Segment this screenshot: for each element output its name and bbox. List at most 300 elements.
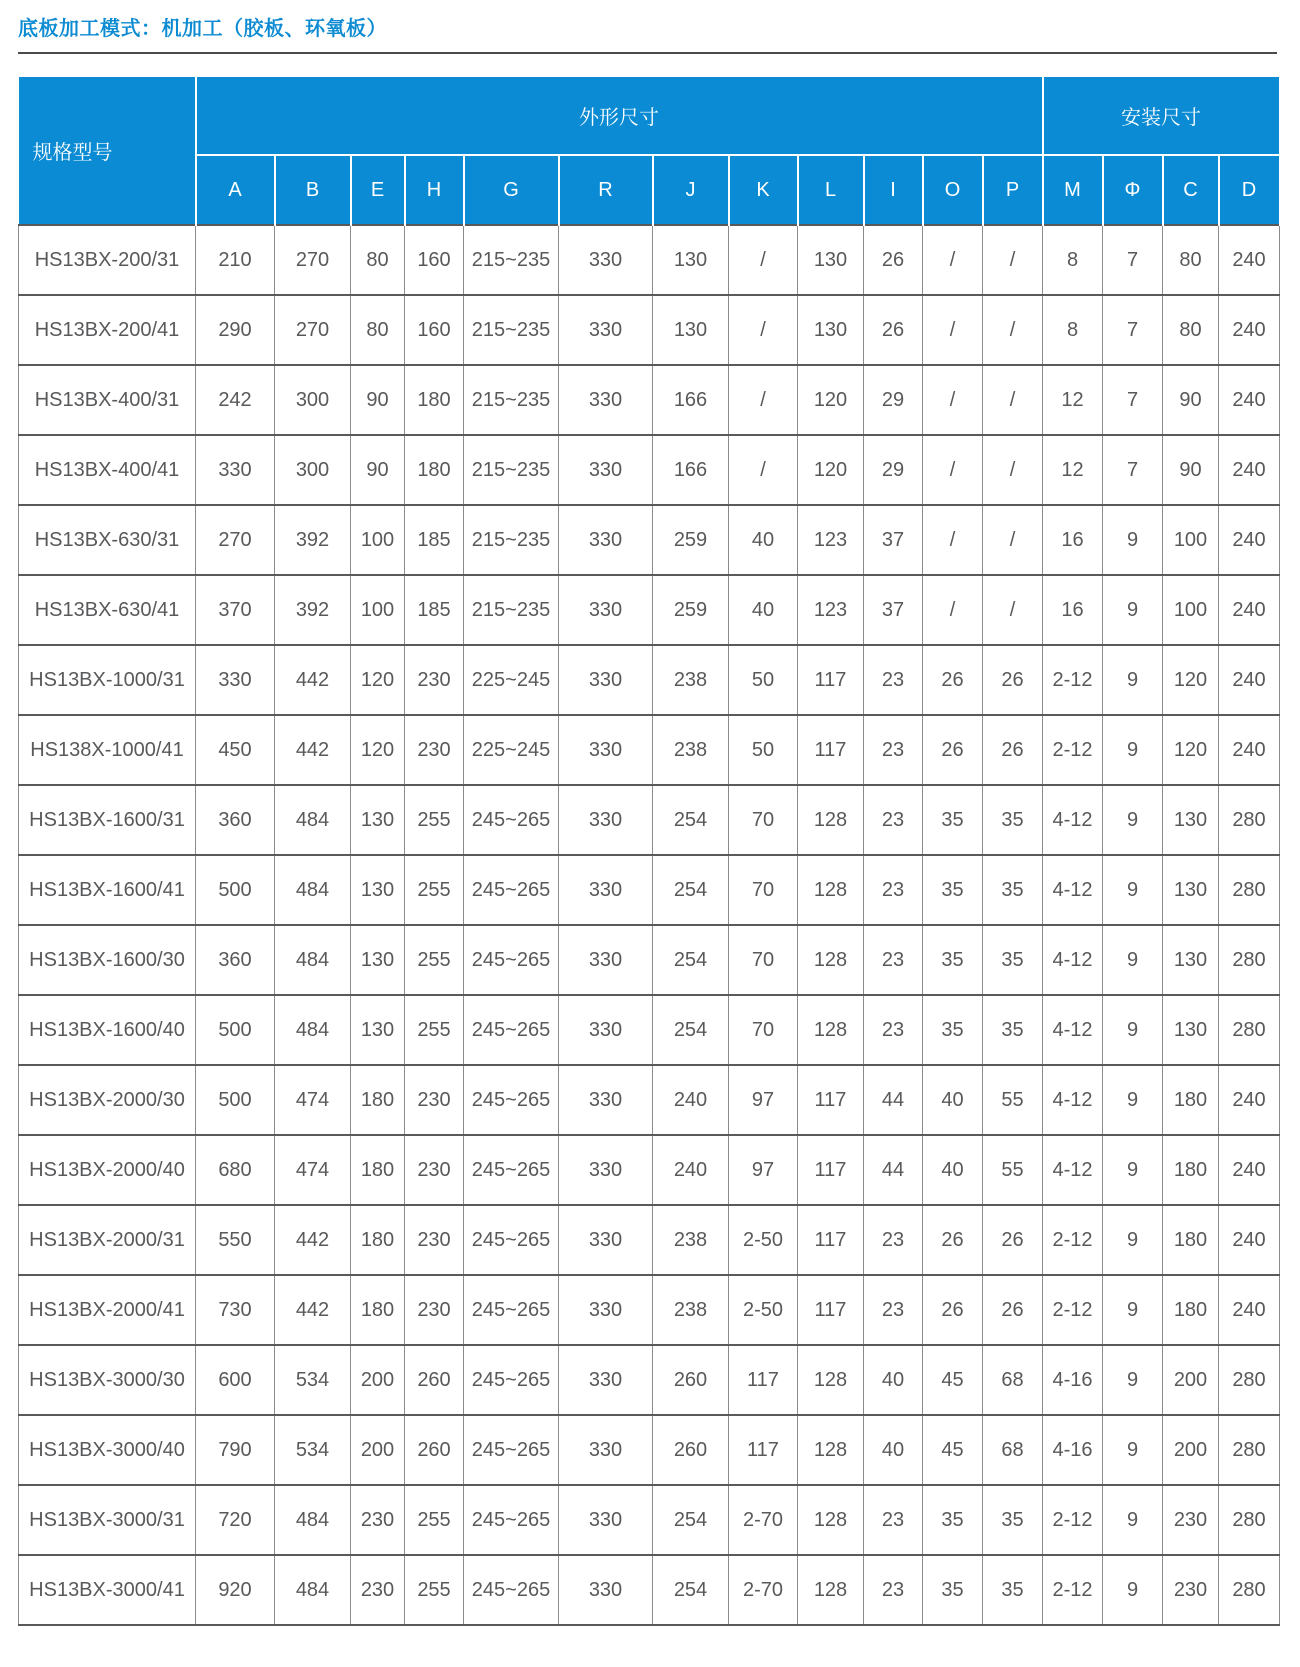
value-cell: 330: [559, 1135, 653, 1205]
value-cell: 500: [196, 1065, 275, 1135]
value-cell: 130: [351, 855, 405, 925]
value-cell: 26: [983, 1275, 1043, 1345]
value-cell: 117: [798, 715, 864, 785]
value-cell: 330: [559, 855, 653, 925]
value-cell: 500: [196, 855, 275, 925]
column-header-j: J: [653, 155, 729, 225]
value-cell: 70: [729, 925, 798, 995]
value-cell: 35: [983, 785, 1043, 855]
value-cell: 450: [196, 715, 275, 785]
value-cell: 484: [275, 995, 351, 1065]
value-cell: 26: [864, 295, 923, 365]
value-cell: /: [923, 575, 983, 645]
value-cell: 240: [1219, 575, 1280, 645]
value-cell: 4-12: [1043, 925, 1103, 995]
column-header-e: E: [351, 155, 405, 225]
value-cell: 442: [275, 1275, 351, 1345]
value-cell: /: [983, 505, 1043, 575]
value-cell: 2-12: [1043, 645, 1103, 715]
value-cell: 9: [1103, 505, 1163, 575]
value-cell: 100: [351, 575, 405, 645]
value-cell: /: [923, 225, 983, 295]
value-cell: 180: [1163, 1275, 1219, 1345]
model-cell: HS138X-1000/41: [19, 715, 196, 785]
value-cell: 255: [405, 855, 464, 925]
table-row: [19, 925, 1280, 995]
value-cell: 180: [405, 435, 464, 505]
value-cell: /: [729, 435, 798, 505]
value-cell: 35: [923, 925, 983, 995]
value-cell: 215~235: [464, 505, 559, 575]
value-cell: 300: [275, 365, 351, 435]
value-cell: 16: [1043, 505, 1103, 575]
value-cell: 130: [351, 925, 405, 995]
value-cell: 330: [196, 645, 275, 715]
value-cell: 4-12: [1043, 1135, 1103, 1205]
value-cell: 130: [1163, 785, 1219, 855]
model-cell: HS13BX-1600/41: [19, 855, 196, 925]
value-cell: 330: [559, 1275, 653, 1345]
value-cell: 117: [798, 1275, 864, 1345]
value-cell: 185: [405, 575, 464, 645]
value-cell: 23: [864, 1485, 923, 1555]
value-cell: 117: [798, 1205, 864, 1275]
value-cell: 23: [864, 1275, 923, 1345]
value-cell: 35: [983, 855, 1043, 925]
value-cell: 790: [196, 1415, 275, 1485]
model-cell: HS13BX-3000/30: [19, 1345, 196, 1415]
value-cell: 330: [559, 365, 653, 435]
value-cell: 9: [1103, 855, 1163, 925]
value-cell: 280: [1219, 1415, 1280, 1485]
value-cell: 55: [983, 1135, 1043, 1205]
value-cell: 180: [1163, 1065, 1219, 1135]
column-header-b: B: [275, 155, 351, 225]
value-cell: 330: [559, 1205, 653, 1275]
value-cell: 920: [196, 1555, 275, 1625]
value-cell: 4-12: [1043, 785, 1103, 855]
value-cell: 230: [405, 1135, 464, 1205]
value-cell: 26: [923, 1275, 983, 1345]
model-cell: HS13BX-3000/31: [19, 1485, 196, 1555]
value-cell: 50: [729, 645, 798, 715]
table-row: [19, 505, 1280, 575]
value-cell: 2-12: [1043, 1485, 1103, 1555]
value-cell: 120: [351, 715, 405, 785]
value-cell: 200: [351, 1415, 405, 1485]
value-cell: 37: [864, 505, 923, 575]
value-cell: /: [983, 435, 1043, 505]
value-cell: 26: [923, 645, 983, 715]
value-cell: 230: [405, 645, 464, 715]
value-cell: 26: [864, 225, 923, 295]
value-cell: 2-70: [729, 1555, 798, 1625]
value-cell: 70: [729, 785, 798, 855]
value-cell: 117: [729, 1415, 798, 1485]
value-cell: 35: [923, 995, 983, 1065]
value-cell: 730: [196, 1275, 275, 1345]
value-cell: 2-12: [1043, 1555, 1103, 1625]
value-cell: 90: [351, 365, 405, 435]
value-cell: 280: [1219, 1345, 1280, 1415]
value-cell: 23: [864, 645, 923, 715]
value-cell: 9: [1103, 785, 1163, 855]
value-cell: 238: [653, 1205, 729, 1275]
model-cell: HS13BX-630/41: [19, 575, 196, 645]
value-cell: 330: [196, 435, 275, 505]
value-cell: 200: [1163, 1415, 1219, 1485]
value-cell: 330: [559, 995, 653, 1065]
table-row: [19, 645, 1280, 715]
value-cell: /: [983, 575, 1043, 645]
value-cell: 254: [653, 995, 729, 1065]
table-row: [19, 855, 1280, 925]
value-cell: 23: [864, 715, 923, 785]
value-cell: 9: [1103, 1345, 1163, 1415]
value-cell: 26: [923, 1205, 983, 1275]
value-cell: 23: [864, 855, 923, 925]
value-cell: 35: [983, 995, 1043, 1065]
value-cell: 330: [559, 645, 653, 715]
value-cell: 7: [1103, 365, 1163, 435]
value-cell: 180: [351, 1135, 405, 1205]
value-cell: 40: [923, 1135, 983, 1205]
value-cell: 55: [983, 1065, 1043, 1135]
value-cell: 117: [798, 645, 864, 715]
value-cell: 330: [559, 1485, 653, 1555]
value-cell: 240: [1219, 225, 1280, 295]
value-cell: 100: [1163, 575, 1219, 645]
value-cell: 238: [653, 715, 729, 785]
value-cell: 50: [729, 715, 798, 785]
value-cell: 200: [351, 1345, 405, 1415]
value-cell: 392: [275, 505, 351, 575]
value-cell: 40: [864, 1345, 923, 1415]
value-cell: 330: [559, 1065, 653, 1135]
value-cell: 128: [798, 785, 864, 855]
value-cell: 534: [275, 1345, 351, 1415]
page-title: 底板加工模式：机加工（胶板、环氧板）: [18, 18, 387, 40]
value-cell: 240: [1219, 505, 1280, 575]
value-cell: 12: [1043, 435, 1103, 505]
value-cell: 128: [798, 1345, 864, 1415]
value-cell: 26: [983, 715, 1043, 785]
value-cell: 240: [1219, 1205, 1280, 1275]
value-cell: 9: [1103, 995, 1163, 1065]
value-cell: 245~265: [464, 995, 559, 1065]
value-cell: 254: [653, 1485, 729, 1555]
value-cell: 230: [405, 1065, 464, 1135]
value-cell: 230: [1163, 1555, 1219, 1625]
value-cell: /: [983, 225, 1043, 295]
value-cell: 260: [405, 1415, 464, 1485]
table-row: [19, 1065, 1280, 1135]
value-cell: 130: [653, 295, 729, 365]
value-cell: 330: [559, 295, 653, 365]
value-cell: 280: [1219, 925, 1280, 995]
spec-model-column-header: 规格型号: [19, 76, 196, 225]
value-cell: 90: [1163, 365, 1219, 435]
value-cell: 7: [1103, 295, 1163, 365]
model-cell: HS13BX-1000/31: [19, 645, 196, 715]
model-cell: HS13BX-1600/31: [19, 785, 196, 855]
model-cell: HS13BX-2000/30: [19, 1065, 196, 1135]
value-cell: 550: [196, 1205, 275, 1275]
value-cell: 255: [405, 1485, 464, 1555]
value-cell: 260: [653, 1415, 729, 1485]
value-cell: 23: [864, 925, 923, 995]
value-cell: 255: [405, 1555, 464, 1625]
column-header-phi: Φ: [1103, 155, 1163, 225]
value-cell: 35: [983, 1555, 1043, 1625]
model-cell: HS13BX-400/31: [19, 365, 196, 435]
value-cell: 130: [798, 295, 864, 365]
value-cell: 330: [559, 1415, 653, 1485]
value-cell: 230: [405, 1275, 464, 1345]
column-header-i: I: [864, 155, 923, 225]
value-cell: 255: [405, 925, 464, 995]
value-cell: 484: [275, 925, 351, 995]
spec-table: [18, 75, 1281, 1626]
value-cell: 35: [923, 855, 983, 925]
value-cell: 35: [983, 1485, 1043, 1555]
column-header-h: H: [405, 155, 464, 225]
title-divider: [18, 52, 1277, 54]
value-cell: 254: [653, 855, 729, 925]
value-cell: 260: [653, 1345, 729, 1415]
value-cell: 2-50: [729, 1275, 798, 1345]
value-cell: 4-12: [1043, 855, 1103, 925]
table-row: [19, 295, 1280, 365]
table-row: [19, 1275, 1280, 1345]
value-cell: 9: [1103, 575, 1163, 645]
value-cell: 280: [1219, 855, 1280, 925]
value-cell: 123: [798, 575, 864, 645]
value-cell: 180: [1163, 1205, 1219, 1275]
value-cell: 128: [798, 1415, 864, 1485]
value-cell: 9: [1103, 1555, 1163, 1625]
value-cell: 245~265: [464, 785, 559, 855]
value-cell: 254: [653, 1555, 729, 1625]
value-cell: 484: [275, 785, 351, 855]
value-cell: 240: [653, 1065, 729, 1135]
table-row: [19, 1555, 1280, 1625]
value-cell: 23: [864, 785, 923, 855]
value-cell: 90: [351, 435, 405, 505]
value-cell: 9: [1103, 645, 1163, 715]
group-header-outline-dimensions: 外形尺寸: [196, 76, 1043, 155]
value-cell: 200: [1163, 1345, 1219, 1415]
value-cell: 2-12: [1043, 1205, 1103, 1275]
value-cell: 40: [729, 505, 798, 575]
value-cell: 130: [1163, 925, 1219, 995]
model-cell: HS13BX-200/31: [19, 225, 196, 295]
value-cell: 44: [864, 1065, 923, 1135]
value-cell: 330: [559, 1345, 653, 1415]
value-cell: 215~235: [464, 225, 559, 295]
value-cell: 2-50: [729, 1205, 798, 1275]
value-cell: 128: [798, 925, 864, 995]
value-cell: /: [923, 505, 983, 575]
value-cell: 70: [729, 995, 798, 1065]
value-cell: 44: [864, 1135, 923, 1205]
value-cell: 80: [1163, 295, 1219, 365]
column-header-r: R: [559, 155, 653, 225]
value-cell: 259: [653, 505, 729, 575]
value-cell: 230: [1163, 1485, 1219, 1555]
table-row: [19, 225, 1280, 295]
value-cell: 225~245: [464, 645, 559, 715]
table-row: [19, 435, 1280, 505]
value-cell: 330: [559, 225, 653, 295]
table-row: [19, 1415, 1280, 1485]
value-cell: 360: [196, 785, 275, 855]
value-cell: 230: [405, 1205, 464, 1275]
value-cell: 4-12: [1043, 995, 1103, 1065]
value-cell: 128: [798, 855, 864, 925]
value-cell: 35: [923, 1485, 983, 1555]
value-cell: 160: [405, 295, 464, 365]
table-row: [19, 575, 1280, 645]
value-cell: 180: [351, 1275, 405, 1345]
model-cell: HS13BX-3000/41: [19, 1555, 196, 1625]
value-cell: 254: [653, 925, 729, 995]
value-cell: /: [729, 295, 798, 365]
value-cell: 45: [923, 1415, 983, 1485]
value-cell: 45: [923, 1345, 983, 1415]
value-cell: 180: [351, 1065, 405, 1135]
value-cell: /: [923, 295, 983, 365]
value-cell: 245~265: [464, 1135, 559, 1205]
value-cell: 330: [559, 1555, 653, 1625]
value-cell: 230: [351, 1485, 405, 1555]
value-cell: 123: [798, 505, 864, 575]
table-row: [19, 1135, 1280, 1205]
group-header-row: [19, 76, 1280, 155]
value-cell: 290: [196, 295, 275, 365]
value-cell: 180: [405, 365, 464, 435]
value-cell: 80: [351, 225, 405, 295]
model-cell: HS13BX-1600/30: [19, 925, 196, 995]
value-cell: 100: [351, 505, 405, 575]
value-cell: 240: [653, 1135, 729, 1205]
value-cell: 500: [196, 995, 275, 1065]
value-cell: 240: [1219, 715, 1280, 785]
value-cell: 534: [275, 1415, 351, 1485]
value-cell: 26: [983, 1205, 1043, 1275]
model-cell: HS13BX-2000/40: [19, 1135, 196, 1205]
value-cell: 40: [729, 575, 798, 645]
value-cell: 240: [1219, 1065, 1280, 1135]
value-cell: 240: [1219, 365, 1280, 435]
value-cell: 392: [275, 575, 351, 645]
value-cell: 360: [196, 925, 275, 995]
column-header-m: M: [1043, 155, 1103, 225]
value-cell: 680: [196, 1135, 275, 1205]
value-cell: 2-12: [1043, 1275, 1103, 1345]
value-cell: 442: [275, 645, 351, 715]
value-cell: 128: [798, 995, 864, 1065]
value-cell: /: [983, 295, 1043, 365]
table-row: [19, 785, 1280, 855]
column-header-a: A: [196, 155, 275, 225]
value-cell: 128: [798, 1555, 864, 1625]
value-cell: 120: [1163, 715, 1219, 785]
value-cell: 16: [1043, 575, 1103, 645]
value-cell: 210: [196, 225, 275, 295]
value-cell: 240: [1219, 1135, 1280, 1205]
value-cell: 270: [196, 505, 275, 575]
value-cell: 130: [798, 225, 864, 295]
value-cell: 180: [351, 1205, 405, 1275]
value-cell: 130: [351, 785, 405, 855]
value-cell: 215~235: [464, 365, 559, 435]
value-cell: 330: [559, 715, 653, 785]
value-cell: 600: [196, 1345, 275, 1415]
value-cell: /: [729, 365, 798, 435]
value-cell: 720: [196, 1485, 275, 1555]
value-cell: 120: [1163, 645, 1219, 715]
value-cell: 117: [729, 1345, 798, 1415]
value-cell: 130: [653, 225, 729, 295]
model-cell: HS13BX-200/41: [19, 295, 196, 365]
value-cell: 2-12: [1043, 715, 1103, 785]
value-cell: 40: [864, 1415, 923, 1485]
column-letter-header-row: [19, 155, 1280, 225]
value-cell: 120: [798, 365, 864, 435]
value-cell: 240: [1219, 645, 1280, 715]
value-cell: 260: [405, 1345, 464, 1415]
value-cell: 330: [559, 785, 653, 855]
value-cell: 117: [798, 1065, 864, 1135]
value-cell: 35: [923, 1555, 983, 1625]
value-cell: 270: [275, 225, 351, 295]
value-cell: 330: [559, 925, 653, 995]
model-cell: HS13BX-1600/40: [19, 995, 196, 1065]
value-cell: 97: [729, 1065, 798, 1135]
value-cell: 8: [1043, 225, 1103, 295]
value-cell: 230: [351, 1555, 405, 1625]
value-cell: 7: [1103, 435, 1163, 505]
table-row: [19, 1345, 1280, 1415]
value-cell: 484: [275, 855, 351, 925]
value-cell: 166: [653, 365, 729, 435]
value-cell: 9: [1103, 715, 1163, 785]
value-cell: 2-70: [729, 1485, 798, 1555]
value-cell: 4-16: [1043, 1415, 1103, 1485]
value-cell: 245~265: [464, 1485, 559, 1555]
table-header: [19, 76, 1280, 225]
value-cell: 23: [864, 1205, 923, 1275]
value-cell: 160: [405, 225, 464, 295]
group-header-mounting-dimensions: 安装尺寸: [1043, 76, 1280, 155]
value-cell: 230: [405, 715, 464, 785]
value-cell: 245~265: [464, 1275, 559, 1345]
value-cell: 166: [653, 435, 729, 505]
value-cell: 37: [864, 575, 923, 645]
table-body: [19, 225, 1280, 1625]
column-header-k: K: [729, 155, 798, 225]
value-cell: 330: [559, 575, 653, 645]
value-cell: 442: [275, 715, 351, 785]
value-cell: 245~265: [464, 1345, 559, 1415]
value-cell: 280: [1219, 995, 1280, 1065]
model-cell: HS13BX-2000/31: [19, 1205, 196, 1275]
value-cell: 128: [798, 1485, 864, 1555]
value-cell: 330: [559, 435, 653, 505]
value-cell: 9: [1103, 1205, 1163, 1275]
value-cell: 23: [864, 1555, 923, 1625]
